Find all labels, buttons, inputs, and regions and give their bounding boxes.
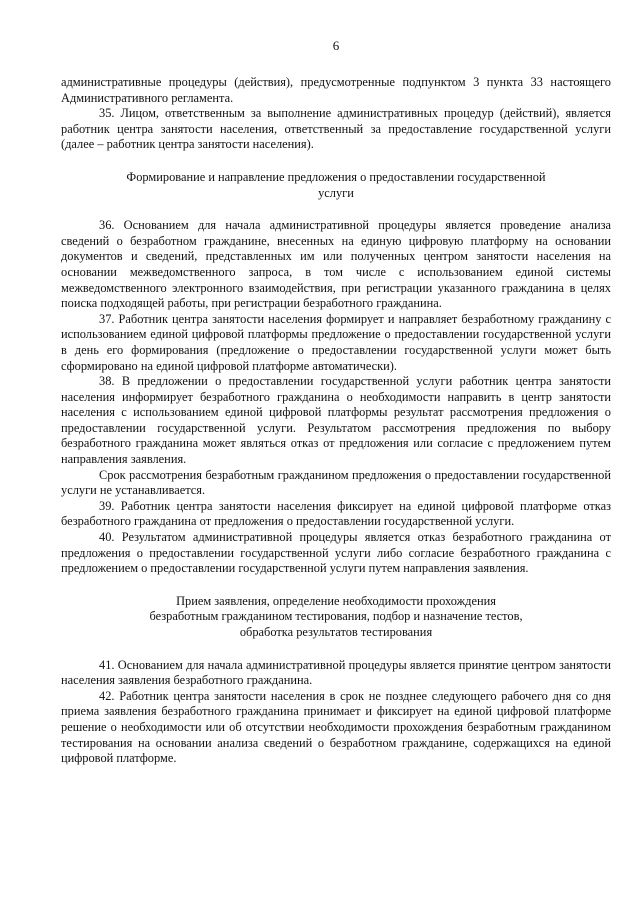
paragraph-38: 38. В предложении о предоставлении государственной услуги работник центра занятости населения информирует безработного гражданина о необходимости направить в центр занятости населения с использованием единой цифровой платформы результат рассмотрения предложения о предоставлении государственной услуги. Результатом рассмотрения предложения по выбору безработного гражданина может являться отказ от предложения или согласие с предложением путем направления заявления.: [61, 374, 611, 467]
paragraph-38-term: Срок рассмотрения безработным гражданином предложения о предоставлении государственной услуги не устанавливается.: [61, 467, 611, 498]
section-heading-line: обработка результатов тестирования: [239, 625, 433, 639]
paragraph-42: 42. Работник центра занятости населения в срок не позднее следующего рабочего дня со дня приема заявления безработного гражданина принимает и фиксирует на единой цифровой платформе решение о необходимости или об отсутствии необходимости прохождения безработным гражданином тестирования на основании анализа сведений о безработном гражданине, содержащихся на единой цифровой платформе.: [61, 688, 611, 766]
paragraph-40: 40. Результатом административной процедуры является отказ безработного гражданина от предложения о предоставлении государственной услуги либо согласие безработного гражданина с предложением о предоставлении государственной услуги путем направления заявления.: [61, 530, 611, 576]
page-number: 6: [332, 38, 340, 53]
paragraph-39: 39. Работник центра занятости населения фиксирует на единой цифровой платформе отказ безработного гражданина от предложения о предоставлении государственной услуги.: [61, 498, 611, 529]
section-heading-application: [61, 594, 611, 641]
paragraph-35: 35. Лицом, ответственным за выполнение административных процедур (действий), является работник центра занятости населения, ответственный за предоставление государственной услуги (далее – работник центра занятости населения).: [61, 106, 611, 152]
section-heading-line: Прием заявления, определение необходимости прохождения: [176, 593, 496, 608]
paragraph-34-continuation: административные процедуры (действия), предусмотренные подпунктом 3 пункта 33 настоящего Административного регламента.: [61, 75, 611, 105]
paragraph-36: 36. Основанием для начала административной процедуры является проведение анализа сведений о безработном гражданине, внесенных на единую цифровую платформу на основании документов и сведений, представленных им или полученных центром занятости населения на основании межведомственного запроса, в том числе с использованием единой системы межведомственного электронного взаимодействия, при регистрации указанного гражданина в целях поиска подходящей работы, при регистрации безработного гражданина.: [61, 218, 611, 311]
section-heading-offer: Формирование и направление предложения о предоставлении государственной услуги: [126, 169, 546, 200]
paragraph-41: 41. Основанием для начала административной процедуры является принятие центром занятости населения заявления безработного гражданина.: [61, 657, 611, 688]
section-heading-line: безработным гражданином тестирования, подбор и назначение тестов,: [149, 609, 523, 624]
paragraph-37: 37. Работник центра занятости населения формирует и направляет безработному гражданину с использованием единой цифровой платформы предложение о предоставлении государственной услуги в день его формирования (предложение о предоставлении государственной услуги может быть сформировано на единой цифровой платформе автоматически).: [61, 311, 611, 373]
